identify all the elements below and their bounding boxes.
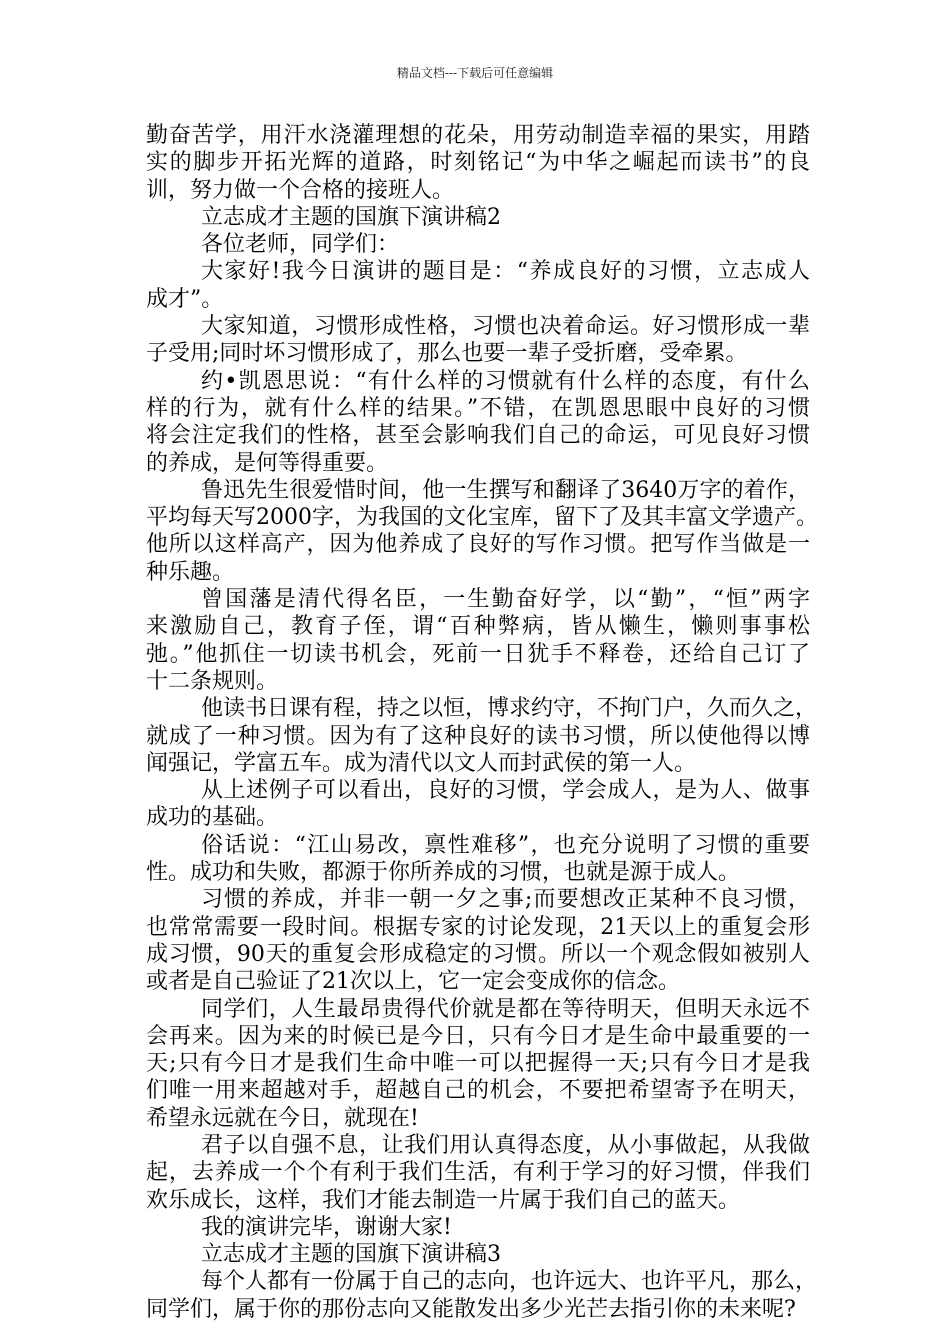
text-line: 或者是自己验证了21次以上，它一定会变成你的信念。 (146, 969, 680, 995)
text-line: 大家好!我今日演讲的题目是：“养成良好的习惯，立志成人 (201, 259, 810, 285)
text-line: 子受用;同时坏习惯形成了，那么也要一辈子受折磨，受牵累。 (146, 341, 748, 367)
text-line: 样的行为，就有什么样的结果。”不错，在凯恩思眼中良好的习惯 (146, 395, 810, 421)
text-line: 习惯的养成，并非一朝一夕之事;而要想改正某种不良习惯， (201, 887, 810, 913)
text-line: 从上述例子可以看出，良好的习惯，学会成人，是为人、做事 (201, 778, 810, 804)
text-line: 立志成才主题的国旗下演讲稿2 (201, 204, 501, 230)
text-line: 成习惯，90天的重复会形成稳定的习惯。所以一个观念假如被别人 (146, 941, 810, 967)
page-header: 精品文档---下载后可任意编辑 (396, 66, 554, 80)
text-line: 同学们，人生最昂贵得代价就是都在等待明天，但明天永远不 (201, 996, 810, 1022)
text-line: 他读书日课有程，持之以恒，博求约守，不拘门户，久而久之， (201, 696, 818, 722)
text-line: 实的脚步开拓光辉的道路，时刻铭记“为中华之崛起而读书”的良 (146, 150, 810, 176)
text-line: 君子以自强不息，让我们用认真得态度，从小事做起，从我做 (201, 1132, 810, 1158)
text-line: 十二条规则。 (146, 668, 279, 694)
text-line: 闻强记，学富五车。成为清代以文人而封武侯的第一人。 (146, 750, 697, 776)
text-line: 也常常需要一段时间。根据专家的讨论发现，21天以上的重复会形 (146, 914, 810, 940)
text-line: 欢乐成长，这样，我们才能去制造一片属于我们自己的蓝天。 (146, 1187, 741, 1213)
text-line: 会再来。因为来的时候已是今日，只有今日才是生命中最重要的一 (146, 1023, 810, 1049)
text-line: 的养成，是何等得重要。 (146, 450, 389, 476)
text-line: 鲁迅先生很爱惜时间，他一生撰写和翻译了3640万字的着作， (201, 477, 810, 503)
text-line: 勤奋苦学，用汗水浇灌理想的花朵，用劳动制造幸福的果实，用踏 (146, 123, 810, 148)
text-line: 将会注定我们的性格，甚至会影响我们自己的命运，可见良好习惯 (146, 423, 810, 449)
text-line: 起，去养成一个个有利于我们生活，有利于学习的好习惯，伴我们 (146, 1160, 810, 1186)
text-line: 来激励自己，教育子侄，谓“百种弊病，皆从懒生，懒则事事松 (146, 614, 810, 640)
text-line: 俗话说：“江山易改，禀性难移”，也充分说明了习惯的重要 (201, 832, 810, 858)
text-line: 成功的基础。 (146, 805, 279, 831)
text-line: 曾国藩是清代得名臣，一生勤奋好学，以“勤”，“恒”两字 (201, 587, 810, 613)
text-line: 平均每天写2000字，为我国的文化宝库，留下了及其丰富文学遗产。 (146, 505, 818, 531)
text-line: 各位老师，同学们： (201, 232, 400, 258)
text-line: 训，努力做一个合格的接班人。 (146, 177, 455, 203)
text-line: 们唯一用来超越对手，超越自己的机会，不要把希望寄予在明天， (146, 1078, 810, 1104)
text-line: 天;只有今日才是我们生命中唯一可以把握得一天;只有今日才是我 (146, 1051, 810, 1077)
text-line: 弛。”他抓住一切读书机会，死前一日犹手不释卷，还给自己订了 (146, 641, 810, 667)
text-line: 大家知道，习惯形成性格，习惯也决着命运。好习惯形成一辈 (201, 314, 810, 340)
text-line: 成才”。 (146, 286, 224, 312)
text-line: 我的演讲完毕，谢谢大家! (201, 1214, 452, 1240)
document-body (146, 122, 818, 1323)
text-line: 他所以这样高产，因为他养成了良好的写作习惯。把写作当做是一 (146, 532, 810, 558)
text-line: 希望永远就在今日，就现在! (146, 1105, 419, 1131)
text-line: 就成了一种习惯。因为有了这种良好的读书习惯，所以使他得以博 (146, 723, 810, 749)
text-line: 种乐趣。 (146, 559, 235, 585)
text-line: 每个人都有一份属于自己的志向，也许远大、也许平凡，那么， (201, 1269, 818, 1295)
text-line: 立志成才主题的国旗下演讲稿3 (201, 1242, 501, 1268)
text-line: 同学们，属于你的那份志向又能散发出多少光芒去指引你的未来呢? (146, 1296, 796, 1322)
text-line: 性。成功和失败，都源于你所养成的习惯，也就是源于成人。 (146, 860, 741, 886)
text-line: 约•凯恩思说：“有什么样的习惯就有什么样的态度，有什么 (201, 368, 810, 394)
